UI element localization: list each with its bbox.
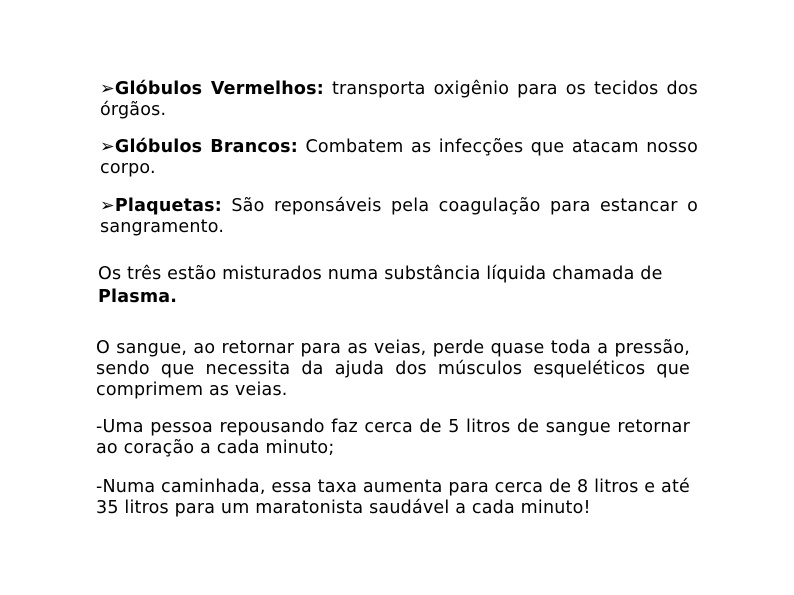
bullet-arrow-icon: ➢: [100, 196, 115, 216]
item-text: Combatem as infecções que atacam nosso corpo.: [100, 137, 698, 178]
plasma-paragraph: [98, 263, 698, 309]
bullet-arrow-icon: ➢: [100, 79, 115, 99]
bullet-arrow-icon: ➢: [100, 137, 115, 157]
item-term: Glóbulos Brancos:: [114, 137, 298, 157]
item-plaquetas: [100, 196, 698, 238]
item-text: transporta oxigênio para os tecidos dos órgãos.: [100, 79, 698, 120]
item-term: Plaquetas:: [114, 196, 222, 216]
item-globulos-brancos: [100, 137, 698, 179]
paragraph-walk-rate: -Numa caminhada, essa taxa aumenta para cerca de 8 litros e até 35 litros para um maratonista saudável a cada minuto!: [96, 477, 690, 518]
paragraph-pressure: O sangue, ao retornar para as veias, perde quase toda a pressão, sendo que necessita da ajuda dos músculos esqueléticos que comprimem as veias.: [96, 338, 690, 400]
plasma-text: Os três estão misturados numa substância líquida chamada de: [98, 264, 663, 284]
paragraph-rest-rate: -Uma pessoa repousando faz cerca de 5 litros de sangue retornar ao coração a cada minuto;: [96, 417, 690, 458]
plasma-term: Plasma.: [98, 287, 178, 307]
item-text: São reponsáveis pela coagulação para estancar o sangramento.: [100, 196, 698, 237]
item-term: Glóbulos Vermelhos:: [114, 79, 324, 99]
item-globulos-vermelhos: [100, 79, 698, 121]
